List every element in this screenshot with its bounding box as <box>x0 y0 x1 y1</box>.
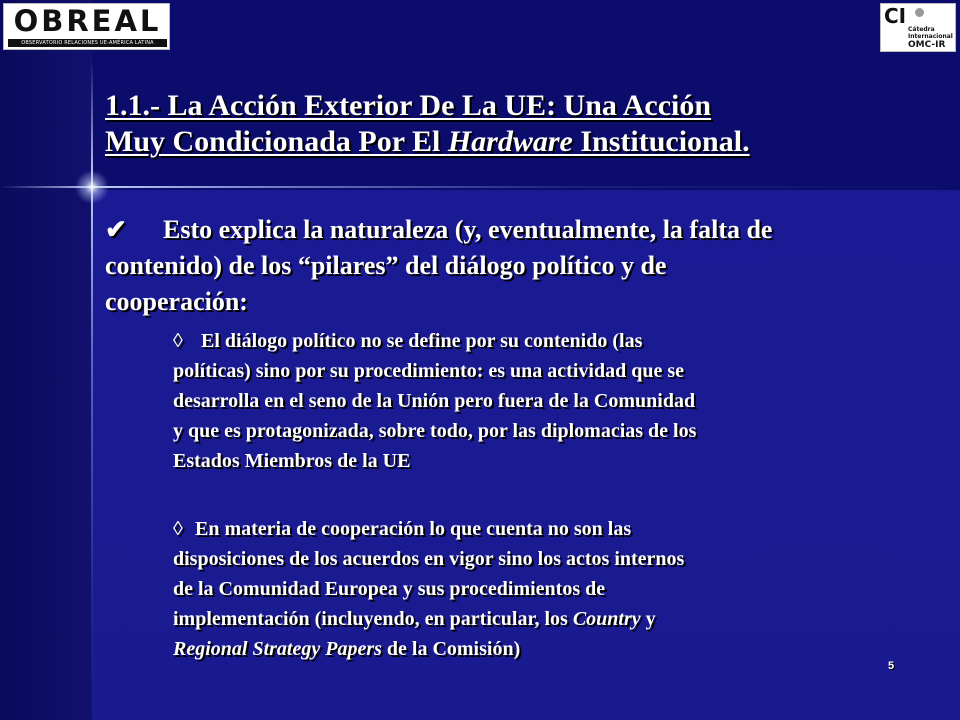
bullet-2-text-1: En materia de cooperación lo que cuenta no son las <box>195 518 632 540</box>
intro-line-2: contenido) de los “pilares” del diálogo político y de <box>105 251 667 280</box>
bullet-2-line-2: disposiciones de los acuerdos en vigor sino los actos internos <box>173 548 685 570</box>
slide-title <box>105 88 905 160</box>
intro-line-3: cooperación: <box>105 287 248 316</box>
bullet-2-line-4-end: y <box>640 608 656 630</box>
title-hardware-italic: Hardware <box>447 125 573 158</box>
title-line-2-end: Institucional. <box>572 125 750 158</box>
bullet-1-line-4: y que es protagonizada, sobre todo, por las diplomacias de los <box>173 420 697 442</box>
bullet-2-line-5 <box>173 634 893 664</box>
ci-logo-line3: OMC-IR <box>908 40 946 50</box>
diamond-bullet-icon: ◊ <box>173 518 183 540</box>
obreal-logo <box>3 3 170 50</box>
checkmark-icon: ✔ <box>105 215 127 244</box>
bullet-2-line-3: de la Comunidad Europea y sus procedimientos de <box>173 578 606 600</box>
page-number: 5 <box>887 660 895 672</box>
ci-logo <box>880 3 956 52</box>
obreal-logo-subtitle: OBSERVATORIO RELACIONES UE-AMÉRICA LATINA <box>21 40 154 46</box>
light-flare <box>72 167 112 207</box>
bullet-1-line-5: Estados Miembros de la UE <box>173 450 411 472</box>
horizontal-light-line <box>0 186 960 188</box>
intro-line-1: Esto explica la naturaleza (y, eventualmente, la falta de <box>163 215 773 244</box>
bullet-1-text-1: El diálogo político no se define por su contenido (las <box>201 330 643 352</box>
bullet-2-line-1 <box>173 514 893 544</box>
title-line-1: 1.1.- La Acción Exterior De La UE: Una Acción <box>105 89 712 122</box>
ci-logo-line1: Cátedra <box>908 26 935 33</box>
bullet-2-line-4-start: implementación (incluyendo, en particular, los <box>173 608 573 630</box>
title-line-2-start: Muy Condicionada Por El <box>105 125 448 158</box>
bullet-1-line-1 <box>173 326 893 356</box>
intro-paragraph <box>105 212 930 320</box>
ci-logo-text: CI <box>884 4 907 28</box>
ci-logo-line2: Internacional <box>908 33 953 40</box>
ci-logo-circle <box>915 8 924 17</box>
obreal-logo-text: OBREAL <box>13 4 162 38</box>
bullet-cooperation <box>173 514 893 664</box>
bullet-1-line-3: desarrolla en el seno de la Unión pero fuera de la Comunidad <box>173 390 696 412</box>
vertical-light-line <box>91 60 93 720</box>
bullet-political-dialogue <box>173 326 893 476</box>
strategy-papers-italic: Regional Strategy Papers <box>173 638 382 660</box>
bullet-2-line-4 <box>173 604 893 634</box>
bullet-1-line-2: políticas) sino por su procedimiento: es una actividad que se <box>173 360 684 382</box>
diamond-bullet-icon: ◊ <box>173 330 183 352</box>
country-italic: Country <box>572 608 641 630</box>
bullet-2-line-5-end: de la Comisión) <box>381 638 521 660</box>
left-band <box>0 0 92 720</box>
title-line-2 <box>105 124 905 160</box>
